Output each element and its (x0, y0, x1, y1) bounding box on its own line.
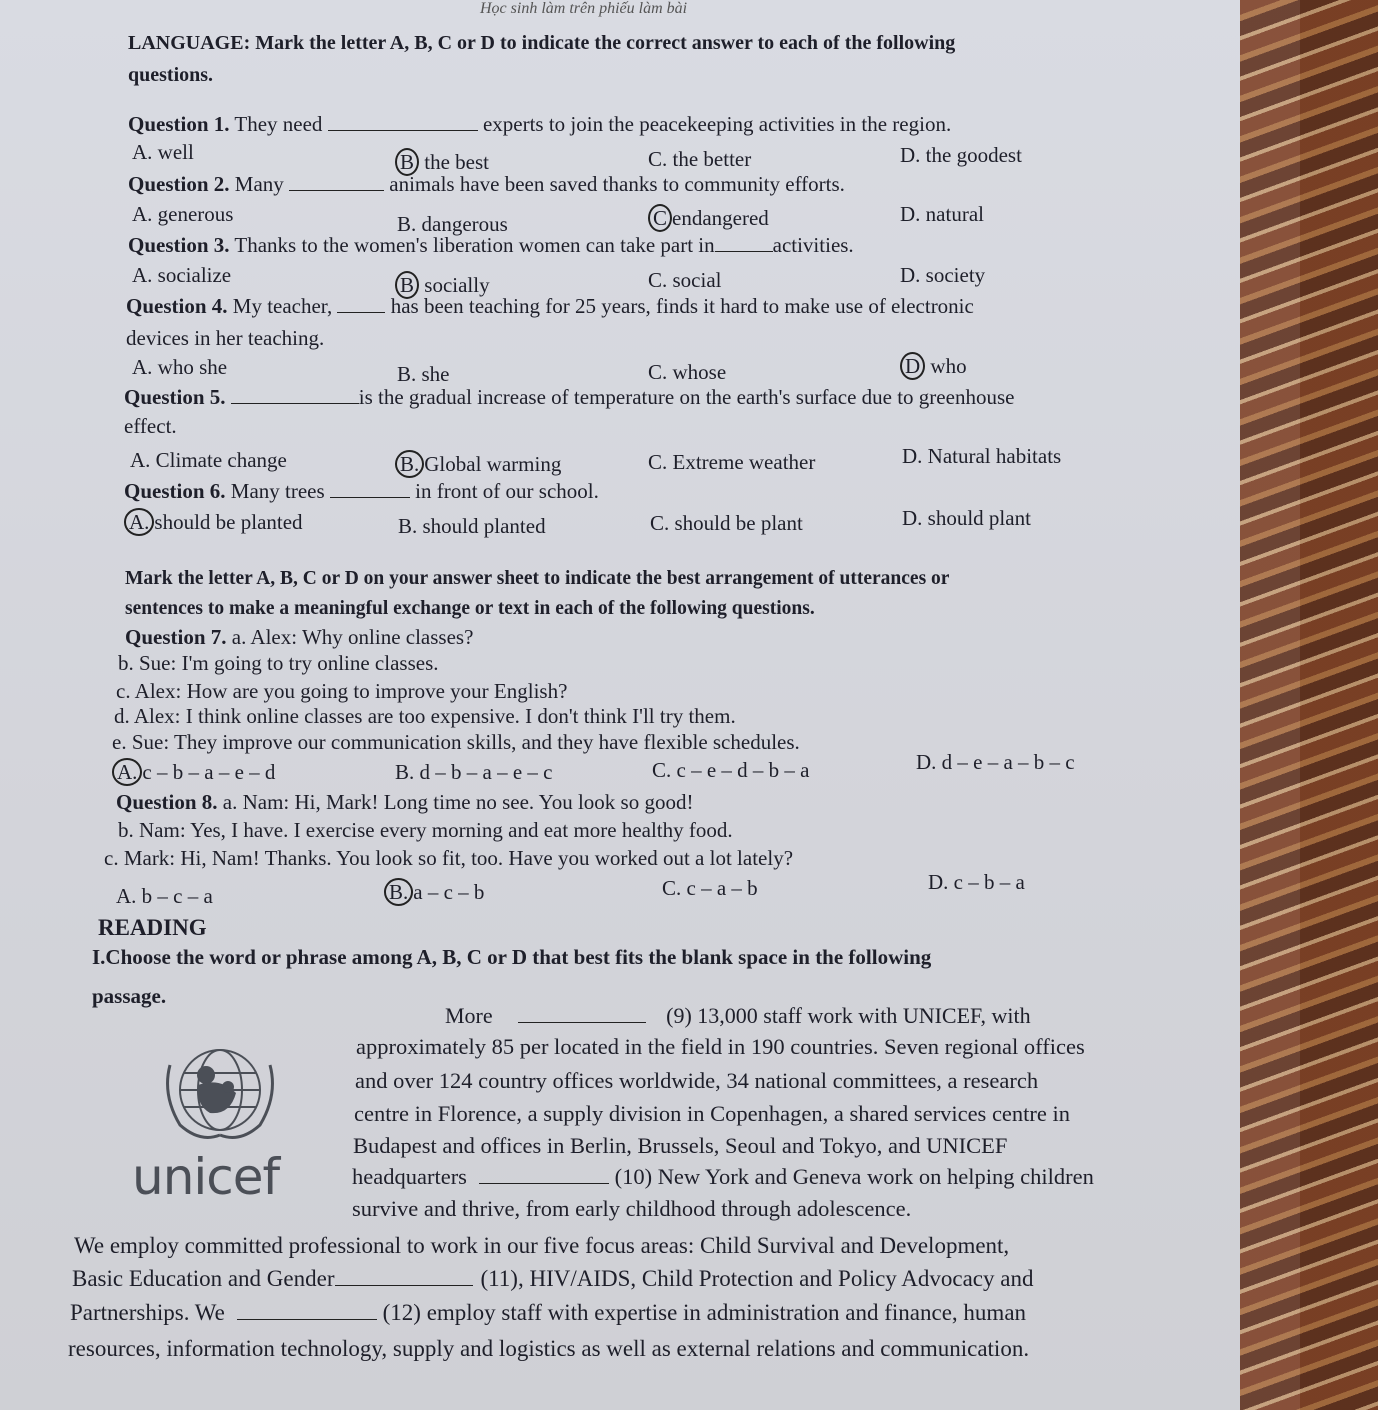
passage-2-line-3: Partnerships. We (12) employ staff with expertise in administration and finance, human (70, 1300, 1027, 1325)
option-b[interactable]: B. Global warming (395, 452, 561, 477)
passage-line-5: Budapest and offices in Berlin, Brussels, Seoul and Tokyo, and UNICEF (353, 1133, 1008, 1158)
passage-line-3: and over 124 country offices worldwide, 34 national committees, a research (355, 1068, 1039, 1093)
option-a[interactable]: A. Climate change (130, 448, 287, 472)
option-a[interactable]: A. who she (132, 355, 228, 379)
reading-instructions: I.Choose the word or phrase among A, B, C or D that best fits the blank space in the following (92, 945, 932, 969)
question-7: Question 7. a. Alex: Why online classes? (125, 625, 474, 649)
blank-11[interactable] (335, 1285, 473, 1286)
passage-2-line-4: resources, information technology, supply and logistics as well as external relations and communication. (68, 1336, 1030, 1361)
option-a[interactable]: A. generous (132, 202, 234, 226)
option-d[interactable]: D. should plant (902, 506, 1031, 530)
q8-line-b: b. Nam: Yes, I have. I exercise every morning and eat more healthy food. (118, 818, 733, 842)
passage-line-2: approximately 85 per located in the field in 190 countries. Seven regional offices (356, 1034, 1085, 1059)
option-d[interactable]: D. c – b – a (928, 870, 1025, 894)
section-title: LANGUAGE: Mark the letter A, B, C or D to indicate the correct answer to each of the following (128, 32, 956, 54)
blank-9[interactable] (518, 1022, 646, 1023)
q7-line-e: e. Sue: They improve our communication skills, and they have flexible schedules. (112, 730, 800, 754)
option-a[interactable]: A. socialize (132, 263, 232, 287)
option-b[interactable]: B. should planted (398, 514, 546, 538)
option-d[interactable]: D. the goodest (900, 143, 1022, 167)
option-d[interactable]: D. Natural habitats (902, 444, 1062, 468)
option-c[interactable]: C. c – e – d – b – a (652, 758, 810, 782)
blank[interactable] (231, 403, 359, 404)
blank-12[interactable] (237, 1319, 377, 1320)
option-c[interactable]: C. should be plant (650, 511, 803, 535)
blank-10[interactable] (479, 1183, 609, 1184)
option-d[interactable]: D. society (900, 263, 986, 287)
option-b[interactable]: B socially (395, 273, 490, 298)
question-5-cont: effect. (124, 414, 177, 438)
passage-line-6: headquarters (10) New York and Geneva work on helping children (352, 1164, 1094, 1189)
option-d[interactable]: D. natural (900, 202, 984, 226)
option-c[interactable]: C endangered (648, 206, 769, 231)
passage-2-line-2: Basic Education and Gender (11), HIV/AIDS, Child Protection and Policy Advocacy and (72, 1266, 1034, 1291)
section-2-title: Mark the letter A, B, C or D on your answer sheet to indicate the best arrangement of utterances or (125, 568, 950, 589)
blank[interactable] (289, 190, 384, 191)
section-2-title-cont: sentences to make a meaningful exchange or text in each of the following questions. (125, 598, 815, 619)
q7-line-d: d. Alex: I think online classes are too expensive. I don't think I'll try them. (114, 704, 736, 728)
q7-line-b: b. Sue: I'm going to try online classes. (118, 651, 439, 675)
passage-line-4: centre in Florence, a supply division in Copenhagen, a shared services centre in (354, 1101, 1071, 1126)
question-1: Question 1. They need experts to join the peacekeeping activities in the region. (128, 112, 952, 136)
option-a[interactable]: A. b – c – a (116, 884, 213, 908)
question-5: Question 5. is the gradual increase of temperature on the earth's surface due to greenhouse (124, 385, 1015, 409)
option-c[interactable]: C. c – a – b (662, 876, 758, 900)
option-d[interactable]: D. d – e – a – b – c (916, 750, 1075, 774)
option-a[interactable]: A. well (132, 140, 194, 164)
passage-2-line-1: We employ committed professional to work in our five focus areas: Child Survival and Development, (74, 1233, 1010, 1258)
question-4-cont: devices in her teaching. (126, 326, 325, 350)
blank[interactable] (715, 251, 773, 252)
option-c[interactable]: C. the better (648, 147, 752, 171)
question-6: Question 6. Many trees in front of our school. (124, 479, 599, 503)
passage-line-1: More (9) 13,000 staff work with UNICEF, with (445, 1003, 1031, 1028)
section-title-cont: questions. (128, 64, 214, 86)
q8-line-c: c. Mark: Hi, Nam! Thanks. You look so fit, too. Have you worked out a lot lately? (104, 846, 794, 870)
option-b[interactable]: B. she (397, 362, 450, 386)
option-b[interactable]: B the best (395, 150, 489, 175)
blank[interactable] (337, 312, 385, 313)
question-2: Question 2. Many animals have been saved thanks to community efforts. (128, 172, 845, 196)
blank[interactable] (328, 130, 478, 131)
option-d[interactable]: D who (900, 354, 967, 379)
option-c[interactable]: C. social (648, 268, 722, 292)
question-3: Question 3. Thanks to the women's liberation women can take part in activities. (128, 233, 854, 257)
option-b[interactable]: B. d – b – a – e – c (395, 760, 553, 784)
unicef-emblem (140, 1035, 300, 1155)
unicef-logo-text: unicef (132, 1148, 280, 1206)
option-b[interactable]: B. dangerous (397, 212, 508, 236)
background-rug (1240, 0, 1378, 1410)
blank[interactable] (330, 497, 410, 498)
reading-instructions-cont: passage. (92, 984, 167, 1008)
option-c[interactable]: C. Extreme weather (648, 450, 816, 474)
passage-line-7: survive and thrive, from early childhood through adolescence. (352, 1196, 912, 1221)
page-header: Học sinh làm trên phiếu làm bài (480, 0, 688, 17)
reading-title: READING (98, 915, 207, 940)
question-4: Question 4. My teacher, has been teaching for 25 years, finds it hard to make use of electronic (126, 294, 974, 318)
option-c[interactable]: C. whose (648, 360, 727, 384)
option-a[interactable]: A. c – b – a – e – d (112, 760, 275, 785)
q7-line-c: c. Alex: How are you going to improve your English? (116, 679, 568, 703)
question-8: Question 8. a. Nam: Hi, Mark! Long time no see. You look so good! (116, 790, 694, 814)
option-b[interactable]: B. a – c – b (384, 880, 484, 905)
option-a[interactable]: A. should be planted (124, 510, 303, 535)
